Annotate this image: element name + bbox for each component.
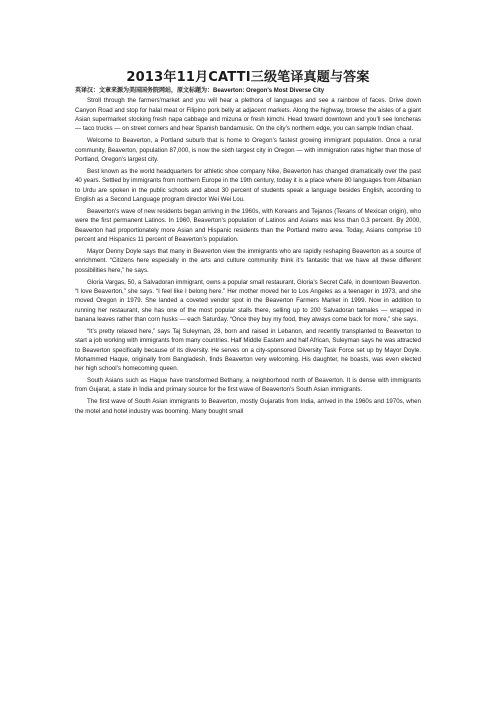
source-title: Beaverton: Oregon's Most Diverse City [213,88,325,94]
paragraph-7: “It’s pretty relaxed here,” says Taj Suleyman, 28, born and raised in Lebanon, and recently transplanted to Beaverton to start a job working with immigrants from many countries. Half Middle Eastern and half African, Suleyman says he was attracted to Beaverton specifically because of its diversity. He serves on a city-sponsored Diversity Task Force set up by Mayor Doyle. Mohammed Haque, originally from Bangladesh, finds Beaverton very welcoming. His daughter, he boasts, was even elected her high school’s homecoming queen. [75,327,421,373]
paragraph-9: The first wave of South Asian immigrants to Beaverton, mostly Gujaratis from India, arrived in the 1960s and 1970s, when the motel and hotel industry was booming. Many bought small [75,398,421,415]
paragraph-6: Gloria Vargas, 50, a Salvadoran immigrant, owns a popular small restaurant, Gloria’s Secret Café, in downtown Beaverton. “I love Beaverton,” she says. “I feel like I belong here.” Her mother moved her to Los Angeles as a teenager in 1973, and she moved Oregon in 1979. She landed a coveted vendor spot in the Beaverton Farmers Market in 1999. Now in addition to running her restaurant, she has one of the most popular stalls there, selling up to 200 Salvadoran tamales — wrapped in banana leaves rather than corn husks — each Saturday. “Once they buy my food, they always come back for more,” she says. [75,278,421,323]
paragraph-8: South Asians such as Haque have transformed Bethany, a neighborhood north of Beaverton. It is dense with immigrants from Gujarat, a state in India and primary source for the first wave of Beaverton’s South Asian immigrants. [75,377,421,394]
paragraph-5: Mayor Denny Doyle says that many in Beaverton view the immigrants who are rapidly reshaping Beaverton as a source of enrichment. “Citizens here especially in the arts and culture community think it’s fantastic that we have all these different possibilities here,” he says. [75,247,421,274]
document-title: 2013年11月CATTI三级笔译真题与答案 [126,70,370,85]
source-note [75,86,421,96]
paragraph-4: Beaverton’s wave of new residents began arriving in the 1960s, with Koreans and Tejanos (Texans of Mexican origin), who were the first permanent Latinos. In 1960, Beaverton’s population of Latinos and Asians was less than 0.3 percent. By 2000, Beaverton had proportionately more Asian and Hispanic residents than the Portland metro area. Today, Asians comprise 10 percent and Hispanics 11 percent of Beaverton’s population. [75,207,421,243]
paragraph-1: Stroll through the farmers'market and you will hear a plethora of languages and see a rainbow of faces. Drive down Canyon Road and stop for halal meat or Filipino pork belly at adjacent markets. Along the highway, browse the aisles of a giant Asian supermarket stocking fresh napa cabbage and mizuna or fresh kimchi. Head toward downtown and you’ll see loncheras — taco trucks — on street corners and hear Spanish bandamusic. On the city’s northern edge, you can sample Indian chaat. [75,97,421,133]
paragraph-2: Welcome to Beaverton, a Portland suburb that is home to Oregon’s fastest growing immigrant population. Once a rural community, Beaverton, population 87,000, is now the sixth largest city in Oregon — with immigration rates higher than those of Portland, Oregon’s largest city. [75,137,421,163]
paragraph-3: Best known as the world headquarters for athletic shoe company Nike, Beaverton has changed dramatically over the past 40 years. Settled by immigrants from northern Europe in the 19th century, today it is a place where 80 languages from Albanian to Urdu are spoken in the public schools and about 30 percent of students speak a language besides English, according to English as a Second Language program director Wei Wei Lou. [75,167,421,203]
document-body [75,86,421,419]
source-note-label: 英译汉：文章来源为美国国务院网站，原文标题为： [75,87,214,94]
